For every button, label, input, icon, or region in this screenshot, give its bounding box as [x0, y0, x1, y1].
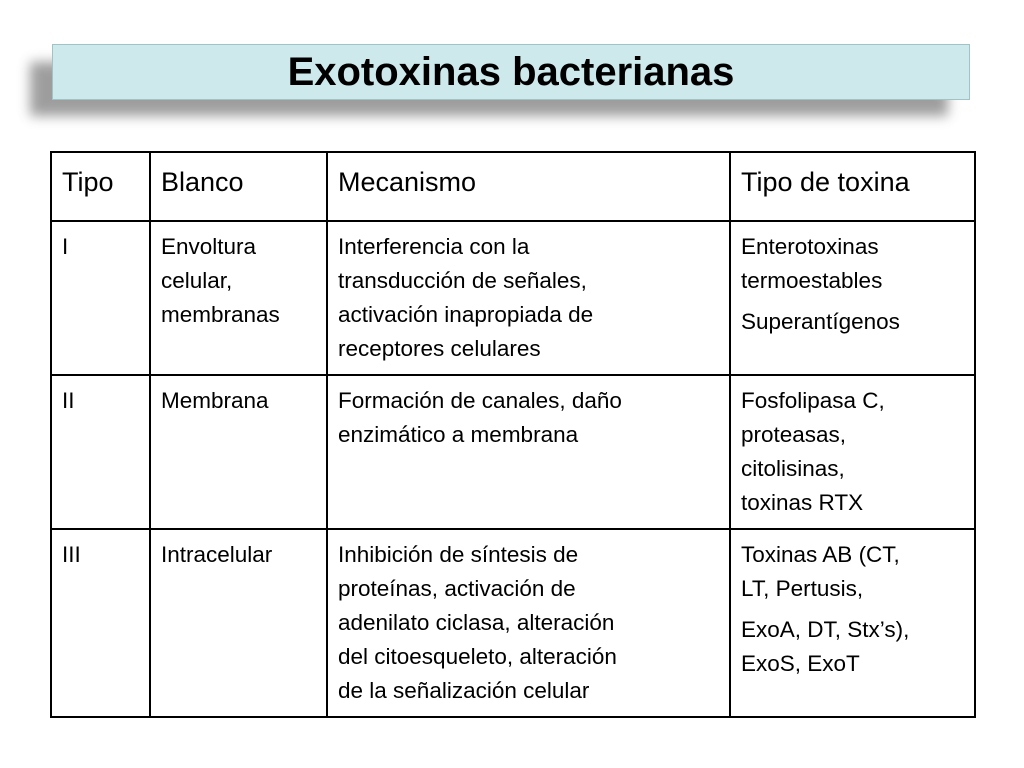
cell-text: ExoS, ExoT: [741, 651, 860, 676]
cell-text: membranas: [161, 302, 280, 327]
header-tipo: Tipo: [51, 152, 150, 221]
cell-text: Interferencia con la: [338, 234, 530, 259]
cell-text: citolisinas,: [741, 456, 845, 481]
cell-mecanismo: [327, 529, 730, 717]
cell-text: celular,: [161, 268, 233, 293]
cell-blanco: [150, 221, 327, 375]
cell-text: Formación de canales, daño: [338, 388, 622, 413]
cell-tipo: [51, 221, 150, 375]
cell-text: toxinas RTX: [741, 490, 864, 515]
cell-text: receptores celulares: [338, 336, 541, 361]
cell-text: activación inapropiada de: [338, 302, 594, 327]
cell-text: termoestables: [741, 268, 883, 293]
cell-text: Inhibición de síntesis de: [338, 542, 579, 567]
cell-mecanismo: [327, 375, 730, 529]
header-blanco: Blanco: [150, 152, 327, 221]
cell-text: Membrana: [161, 388, 269, 413]
cell-text: proteínas, activación de: [338, 576, 576, 601]
cell-text: transducción de señales,: [338, 268, 587, 293]
cell-text: adenilato ciclasa, alteración: [338, 610, 615, 635]
cell-blanco: [150, 375, 327, 529]
cell-tipo: [51, 375, 150, 529]
cell-text: del citoesqueleto, alteración: [338, 644, 617, 669]
cell-blanco: [150, 529, 327, 717]
cell-text: de la señalización celular: [338, 678, 590, 703]
cell-text: Enterotoxinas: [741, 234, 879, 259]
cell-text: Superantígenos: [741, 309, 900, 334]
cell-toxina: [730, 221, 975, 375]
cell-text: III: [62, 542, 81, 567]
header-tipo-de-toxina: Tipo de toxina: [730, 152, 975, 221]
cell-text: Intracelular: [161, 542, 273, 567]
cell-text: I: [62, 234, 69, 259]
cell-text: enzimático a membrana: [338, 422, 579, 447]
cell-text: Fosfolipasa C,: [741, 388, 885, 413]
title-banner: [52, 44, 970, 100]
table-row: [51, 529, 975, 717]
cell-text: Toxinas AB (CT,: [741, 542, 900, 567]
cell-tipo: [51, 529, 150, 717]
table-row: [51, 221, 975, 375]
cell-text: II: [62, 388, 75, 413]
cell-toxina: [730, 529, 975, 717]
cell-toxina: [730, 375, 975, 529]
header-mecanismo: Mecanismo: [327, 152, 730, 221]
exotoxin-table: [50, 151, 976, 718]
cell-text: Envoltura: [161, 234, 257, 259]
cell-text: LT, Pertusis,: [741, 576, 864, 601]
table-row: [51, 375, 975, 529]
cell-text: ExoA, DT, Stx’s),: [741, 617, 910, 642]
cell-text: proteasas,: [741, 422, 847, 447]
page-title: Exotoxinas bacterianas: [287, 49, 735, 94]
cell-mecanismo: [327, 221, 730, 375]
table-header-row: [51, 152, 975, 221]
